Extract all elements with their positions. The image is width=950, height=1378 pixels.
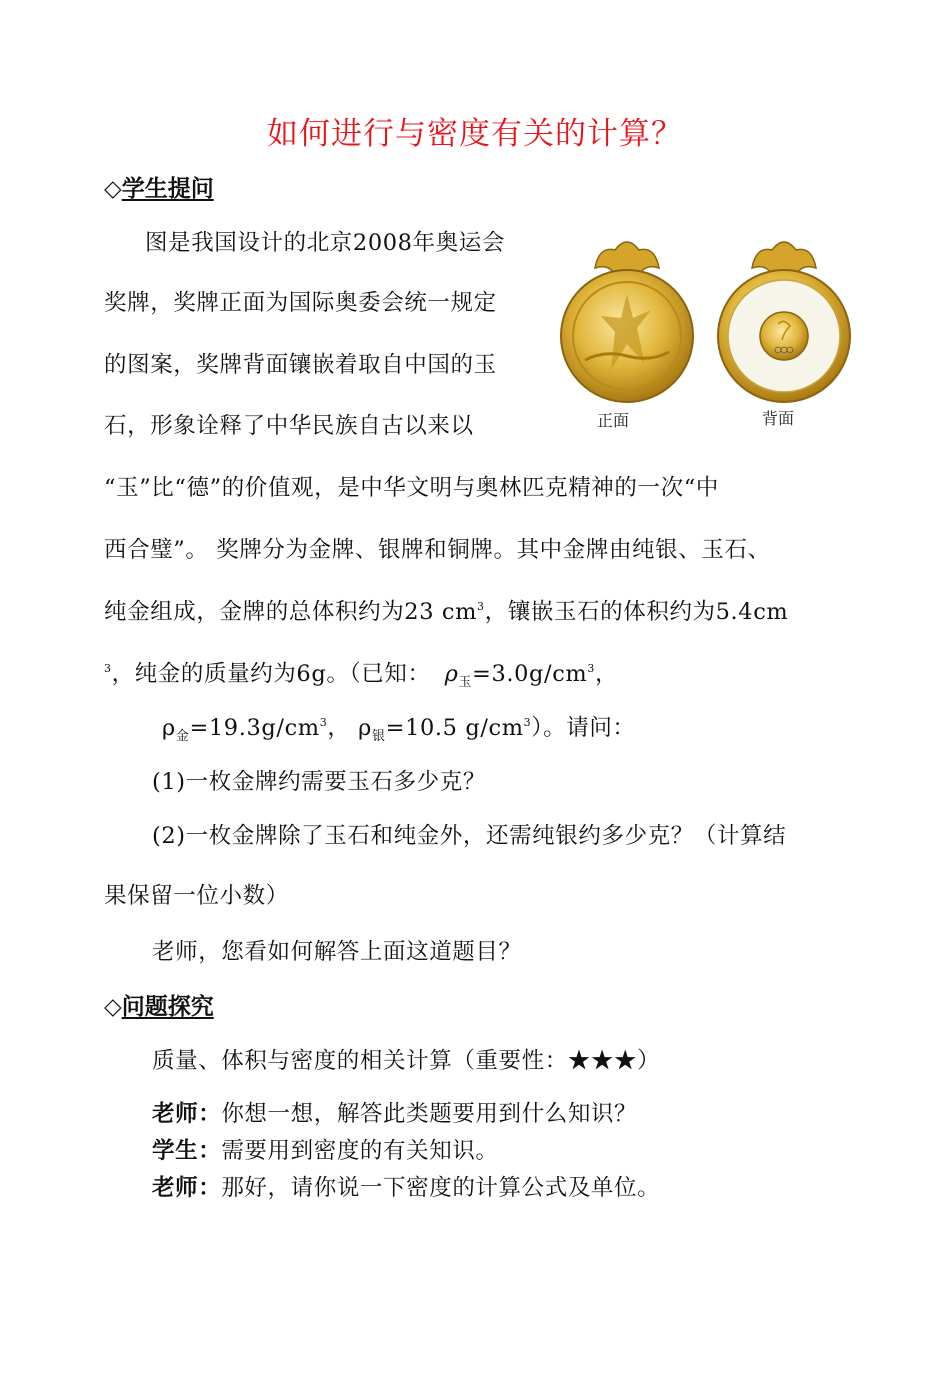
- gold-mass-text: ，纯金的质量约为6g。（已知：: [111, 661, 431, 687]
- jade-density-value: =3.0g/cm: [472, 661, 588, 687]
- body-line-5: “玉”比“德”的价值观，是中华文明与奥林匹克精神的一次“中: [104, 475, 719, 501]
- medal-back-caption: 背面: [762, 409, 795, 428]
- page-title: 如何进行与密度有关的计算？: [267, 116, 683, 152]
- ask-teacher-line: 老师，您看如何解答上面这道题目？: [152, 939, 522, 965]
- speaker-label: 老师：: [152, 1101, 222, 1127]
- section-student-question: [104, 170, 214, 203]
- body-line-9: [162, 710, 636, 742]
- gold-density-value: =19.3g/cm: [189, 715, 320, 741]
- gold-subscript: 金: [175, 729, 190, 744]
- body-line-6: 西合璧”。 奖牌分为金牌、银牌和铜牌。其中金牌由纯银、玉石、: [104, 537, 771, 563]
- intro-line-2: 奖牌，奖牌正面为国际奥委会统一规定: [104, 290, 497, 316]
- diamond-marker: ◇: [104, 993, 122, 1020]
- question-1: (1)一枚金牌约需要玉石多少克？: [152, 769, 486, 795]
- comma: ，: [594, 661, 619, 687]
- dialogue-line: [152, 1096, 637, 1128]
- rho-symbol: ρ: [162, 715, 176, 741]
- cube-superscript: 3: [477, 600, 485, 613]
- section-heading: 学生提问: [121, 175, 214, 202]
- body-line-7: [104, 594, 788, 626]
- dialogue-line: [152, 1170, 660, 1202]
- rho-symbol: ， ρ: [327, 715, 373, 741]
- diamond-marker: ◇: [104, 175, 122, 202]
- intro-line-1: 图是我国设计的北京2008年奥运会: [145, 230, 505, 256]
- topic-line: 质量、体积与密度的相关计算（重要性：★★★）: [152, 1048, 661, 1074]
- silver-density-value: =10.5 g/cm: [385, 715, 524, 741]
- medal-front-caption: 正面: [597, 411, 630, 430]
- jade-subscript: 玉: [458, 675, 473, 690]
- question-prompt: ）。请问：: [531, 715, 636, 741]
- question-2: (2)一枚金牌除了玉石和纯金外，还需纯银约多少克？（计算结: [152, 823, 787, 849]
- cube-superscript: 3: [319, 716, 328, 729]
- intro-line-4: 石，形象诠释了中华民族自古以来以: [104, 413, 474, 439]
- speaker-label: 学生：: [152, 1138, 222, 1164]
- dialogue-text: 那好，请你说一下密度的计算公式及单位。: [221, 1175, 661, 1201]
- medal-front-image: [555, 232, 700, 412]
- dialogue-line: [152, 1133, 499, 1165]
- intro-line-3: 的图案，奖牌背面镶嵌着取自中国的玉: [104, 352, 497, 378]
- cube-superscript: 3: [104, 662, 112, 675]
- dialogue-text: 你想一想，解答此类题要用到什么知识？: [221, 1101, 638, 1127]
- section-problem-exploration: [104, 988, 214, 1021]
- section-heading: 问题探究: [121, 993, 214, 1020]
- question-2-continued: 果保留一位小数）: [104, 883, 289, 909]
- speaker-label: 老师：: [152, 1175, 222, 1201]
- cube-superscript: 3: [523, 716, 532, 729]
- jade-volume-text: ，镶嵌玉石的体积约为5.4cm: [484, 599, 789, 625]
- cube-superscript: 3: [587, 662, 595, 675]
- total-volume-text: 纯金组成，金牌的总体积约为23 cm: [104, 599, 478, 625]
- body-line-8: [104, 656, 618, 688]
- silver-subscript: 银: [372, 729, 386, 744]
- medal-back-image: [712, 232, 857, 412]
- rho-symbol: ρ: [444, 661, 459, 687]
- dialogue-text: 需要用到密度的有关知识。: [221, 1138, 499, 1164]
